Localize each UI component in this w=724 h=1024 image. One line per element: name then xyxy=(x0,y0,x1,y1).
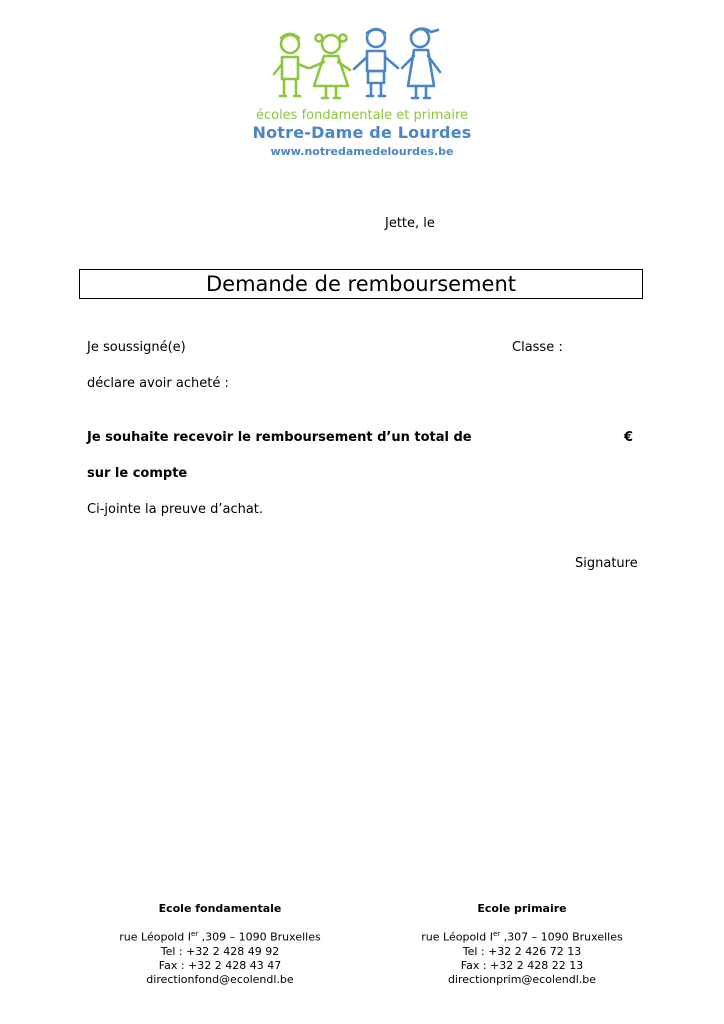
footer-prim-title: Ecole primaire xyxy=(477,902,567,915)
footer-prim-fax: Fax : +32 2 428 22 13 xyxy=(460,958,584,972)
soussigne-label: Je soussigné(e) xyxy=(87,340,186,355)
footer-fond-title: Ecole fondamentale xyxy=(158,902,282,915)
date-label: Jette, le xyxy=(385,216,435,231)
footer-fond-email: directionfond@ecolendl.be xyxy=(146,972,294,986)
footer-fond-tel: Tel : +32 2 428 49 92 xyxy=(160,944,280,958)
school-logo-children xyxy=(268,24,458,106)
classe-label: Classe : xyxy=(512,340,563,355)
footer-prim-address: rue Léopold Ier ,307 – 1090 Bruxelles xyxy=(421,930,623,944)
signature-label: Signature xyxy=(575,556,638,571)
euro-symbol: € xyxy=(624,430,634,445)
page-title: Demande de remboursement xyxy=(79,269,643,299)
preuve-label: Ci-jointe la preuve d’achat. xyxy=(87,502,264,517)
footer-fond-address: rue Léopold Ier ,309 – 1090 Bruxelles xyxy=(119,930,321,944)
declare-label: déclare avoir acheté : xyxy=(87,376,229,391)
footer-fond-fax: Fax : +32 2 428 43 47 xyxy=(158,958,282,972)
footer-fondamentale xyxy=(100,902,340,987)
logo-subtitle: écoles fondamentale et primaire xyxy=(255,108,469,123)
logo-website: www.notredamedelourdes.be xyxy=(270,145,454,158)
footer-prim-tel: Tel : +32 2 426 72 13 xyxy=(462,944,582,958)
footer-primaire xyxy=(402,902,642,987)
compte-label: sur le compte xyxy=(87,466,188,481)
logo-school-name: Notre-Dame de Lourdes xyxy=(252,123,472,142)
footer-prim-email: directionprim@ecolendl.be xyxy=(447,972,597,986)
remboursement-label: Je souhaite recevoir le remboursement d’un total de xyxy=(87,430,472,445)
